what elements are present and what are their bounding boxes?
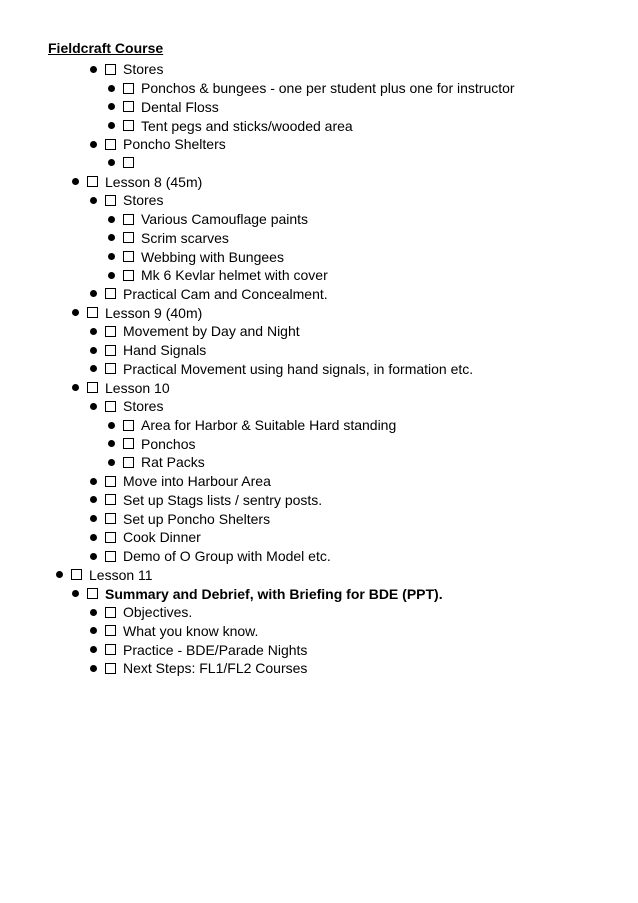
checklist-item-label: Practical Movement using hand signals, in formation etc. (123, 360, 474, 377)
bullet-icon (72, 590, 79, 597)
checkbox[interactable] (87, 382, 98, 393)
checklist-item (90, 640, 307, 659)
checklist-item-label: Summary and Debrief, with Briefing for BDE (PPT). (105, 585, 443, 602)
bullet-icon (90, 66, 97, 73)
checklist-item (90, 191, 163, 210)
checklist-item (108, 434, 195, 453)
checklist-item (72, 172, 202, 191)
checklist-item (90, 659, 307, 678)
bullet-icon (72, 309, 79, 316)
checklist-item-label: Lesson 9 (40m) (105, 304, 203, 321)
checklist-item-label: Set up Poncho Shelters (123, 510, 271, 527)
checkbox[interactable] (123, 214, 134, 225)
checkbox[interactable] (123, 157, 134, 168)
checklist-item-label: Set up Stags lists / sentry posts. (123, 491, 323, 508)
checklist-item (108, 97, 219, 116)
bullet-icon (108, 85, 115, 92)
checkbox[interactable] (123, 83, 134, 94)
checklist-item-label: Dental Floss (141, 98, 219, 115)
checklist-item (90, 60, 163, 79)
checklist-item-label: Movement by Day and Night (123, 323, 300, 340)
checklist-item-label: Stores (123, 61, 164, 78)
checklist-item-label: Move into Harbour Area (123, 473, 271, 490)
checkbox[interactable] (123, 120, 134, 131)
checkbox[interactable] (105, 644, 116, 655)
bullet-icon (108, 253, 115, 260)
checkbox[interactable] (105, 326, 116, 337)
checkbox[interactable] (123, 420, 134, 431)
checkbox[interactable] (123, 232, 134, 243)
checklist-item-label: Lesson 11 (89, 566, 153, 583)
checkbox[interactable] (105, 607, 116, 618)
checklist-item-label: Next Steps: FL1/FL2 Courses (123, 660, 308, 677)
checklist-item-label: Ponchos (141, 435, 196, 452)
checklist-item-label: What you know know. (123, 622, 259, 639)
checkbox[interactable] (105, 663, 116, 674)
checklist-item (56, 565, 153, 584)
checklist-item (90, 603, 192, 622)
checkbox[interactable] (105, 532, 116, 543)
bullet-icon (90, 347, 97, 354)
checkbox[interactable] (105, 345, 116, 356)
checklist-item (72, 378, 170, 397)
checklist-item (108, 79, 515, 98)
checkbox[interactable] (87, 588, 98, 599)
checkbox[interactable] (87, 176, 98, 187)
checklist-item (108, 116, 353, 135)
checklist-item-label: Practice - BDE/Parade Nights (123, 641, 308, 658)
checklist-item (108, 154, 141, 173)
checklist-item (90, 285, 328, 304)
bullet-icon (90, 553, 97, 560)
checkbox[interactable] (105, 195, 116, 206)
checklist-item (90, 397, 163, 416)
checklist-item-label: Stores (123, 398, 164, 415)
checklist-item-label: Area for Harbor & Suitable Hard standing (141, 417, 397, 434)
checkbox[interactable] (123, 438, 134, 449)
checklist-item (108, 228, 229, 247)
checkbox[interactable] (105, 139, 116, 150)
checkbox[interactable] (71, 569, 82, 580)
bullet-icon (90, 534, 97, 541)
checklist-item (90, 135, 226, 154)
checklist-item-label: Ponchos & bungees - one per student plus one for instructor (141, 80, 515, 97)
checklist-item-label: Poncho Shelters (123, 136, 226, 153)
checklist-item (108, 453, 205, 472)
bullet-icon (108, 234, 115, 241)
bullet-icon (90, 290, 97, 297)
bullet-icon (108, 440, 115, 447)
bullet-icon (90, 478, 97, 485)
bullet-icon (90, 141, 97, 148)
checkbox[interactable] (123, 270, 134, 281)
checkbox[interactable] (105, 288, 116, 299)
checklist-item-label: Demo of O Group with Model etc. (123, 548, 331, 565)
checkbox[interactable] (105, 494, 116, 505)
checkbox[interactable] (105, 551, 116, 562)
bullet-icon (108, 422, 115, 429)
checkbox[interactable] (87, 307, 98, 318)
checklist-item (72, 303, 202, 322)
checklist-item-label: Scrim scarves (141, 229, 229, 246)
checklist-item-label: Webbing with Bungees (141, 248, 284, 265)
checklist-item-label: Practical Cam and Concealment. (123, 285, 328, 302)
bullet-icon (90, 496, 97, 503)
checklist-item-label: Lesson 10 (105, 379, 170, 396)
checkbox[interactable] (105, 401, 116, 412)
bullet-icon (108, 272, 115, 279)
bullet-icon (90, 627, 97, 634)
checklist-item-label: Lesson 8 (45m) (105, 173, 203, 190)
bullet-icon (108, 459, 115, 466)
bullet-icon (90, 646, 97, 653)
checklist-item (90, 622, 258, 641)
checklist-item (90, 341, 206, 360)
bullet-icon (90, 609, 97, 616)
checklist-item-label: Rat Packs (141, 454, 205, 471)
checklist-item (90, 472, 271, 491)
bullet-icon (108, 103, 115, 110)
checkbox[interactable] (105, 476, 116, 487)
bullet-icon (90, 665, 97, 672)
bullet-icon (72, 178, 79, 185)
checklist-item (90, 322, 300, 341)
checklist-item (72, 584, 443, 603)
checkbox[interactable] (123, 101, 134, 112)
checklist-item-label: Tent pegs and sticks/wooded area (141, 117, 353, 134)
checklist-item-label: Cook Dinner (123, 529, 201, 546)
bullet-icon (90, 403, 97, 410)
checklist-item (90, 528, 201, 547)
bullet-icon (90, 328, 97, 335)
bullet-icon (108, 122, 115, 129)
checkbox[interactable] (123, 251, 134, 262)
checkbox[interactable] (105, 363, 116, 374)
checklist-item-label: Hand Signals (123, 342, 207, 359)
bullet-icon (56, 571, 63, 578)
bullet-icon (108, 216, 115, 223)
checkbox[interactable] (123, 457, 134, 468)
bullet-icon (108, 159, 115, 166)
checklist-item (108, 266, 328, 285)
checklist-item (108, 416, 396, 435)
checklist-item (90, 491, 322, 510)
checklist-item (108, 247, 284, 266)
bullet-icon (90, 365, 97, 372)
document-title: Fieldcraft Course (48, 40, 164, 56)
bullet-icon (90, 197, 97, 204)
checkbox[interactable] (105, 513, 116, 524)
checklist-item-label: Mk 6 Kevlar helmet with cover (141, 267, 328, 284)
checklist-item (90, 360, 473, 379)
checklist-item-label: Various Camouflage paints (141, 211, 309, 228)
checklist-item (90, 509, 270, 528)
bullet-icon (90, 515, 97, 522)
checkbox[interactable] (105, 625, 116, 636)
bullet-icon (72, 384, 79, 391)
checklist-item-label: Stores (123, 192, 164, 209)
checklist-item (108, 210, 308, 229)
checklist-item-label: Objectives. (123, 604, 193, 621)
checklist-item (90, 547, 331, 566)
checkbox[interactable] (105, 64, 116, 75)
